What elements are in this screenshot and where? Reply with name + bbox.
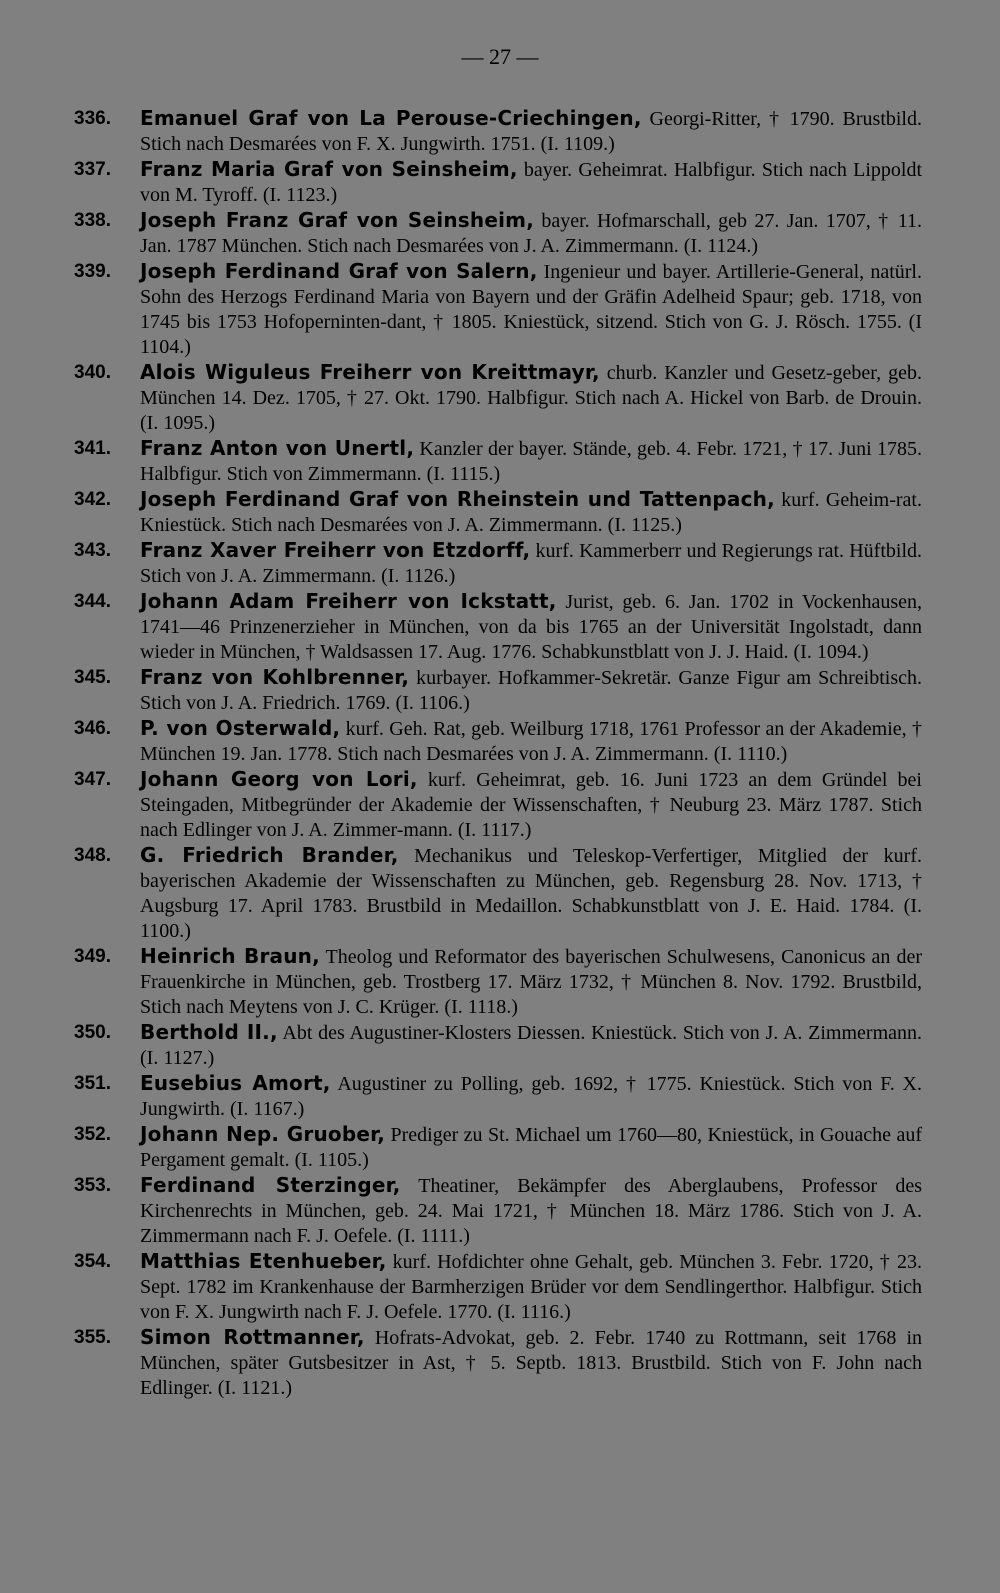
entry-text (140, 208, 922, 259)
entry-description: kurf. Hofdichter ohne Gehalt, geb. München 3. Febr. 1720, † 23. Sept. 1782 im Krankenhause der Barmherzigen Brüder vor dem Sendlingerthor. Halbfigur. Stich von F. X. Jungwirth nach F. J. Oefele. 1770. (I. 1116.) (140, 1251, 922, 1323)
catalog-entry (74, 1173, 922, 1249)
entry-number: 342. (74, 489, 111, 510)
entry-name: Johann Adam Freiherr von Ickstatt, (140, 589, 557, 613)
catalog-entry (74, 360, 922, 436)
entry-text (140, 157, 922, 208)
catalog-entry (74, 436, 922, 487)
entry-description: bayer. Geheimrat. Halbfigur. Stich nach Lippoldt von M. Tyroff. (I. 1123.) (140, 159, 922, 206)
entry-name: Franz Xaver Freiherr von Etzdorff, (140, 538, 531, 562)
entry-number: 336. (74, 108, 111, 129)
catalog-entry (74, 208, 922, 259)
entry-description: Prediger zu St. Michael um 1760—80, Kniestück, in Gouache auf Pergament gemalt. (I. 1105.) (140, 1124, 923, 1171)
entry-number: 353. (74, 1175, 111, 1196)
entry-name: Alois Wiguleus Freiherr von Kreittmayr, (140, 360, 600, 384)
entry-description: kurf. Geh. Rat, geb. Weilburg 1718, 1761 Professor an der Akademie, † München 19. Jan. 1778. Stich nach Desmarées von J. A. Zimmermann. (I. 1110.) (140, 718, 922, 765)
entry-name: Franz Maria Graf von Seinsheim, (140, 157, 518, 181)
catalog-entry (74, 487, 922, 538)
catalog-entry (74, 259, 922, 360)
entry-name: Eusebius Amort, (140, 1071, 331, 1095)
catalog-entry (74, 1122, 922, 1173)
entry-number: 339. (74, 261, 111, 282)
catalog-entry (74, 157, 922, 208)
entry-text (140, 716, 922, 767)
entry-name: P. von Osterwald, (140, 716, 341, 740)
entry-text (140, 1122, 922, 1173)
entry-text (140, 106, 922, 157)
entry-text (140, 538, 922, 589)
entry-name: Emanuel Graf von La Perouse-Criechingen, (140, 106, 642, 130)
entry-number: 343. (74, 540, 111, 561)
entry-description: bayer. Hofmarschall, geb 27. Jan. 1707, † 11. Jan. 1787 München. Stich nach Desmarées von J. A. Zimmermann. (I. 1124.) (140, 210, 923, 257)
entry-name: Johann Nep. Gruober, (140, 1122, 386, 1146)
catalog-entry (74, 843, 922, 944)
entry-description: kurf. Geheim-rat. Kniestück. Stich nach Desmarées von J. A. Zimmermann. (I. 1125.) (140, 489, 922, 536)
catalog-entry (74, 1249, 922, 1325)
entry-name: Johann Georg von Lori, (140, 767, 418, 791)
catalog-entry (74, 1071, 922, 1122)
entry-description: kurf. Kammerberr und Regierungs rat. Hüftbild. Stich von J. A. Zimmermann. (I. 1126.) (140, 540, 922, 587)
entry-number: 341. (74, 438, 111, 459)
entry-name: Joseph Ferdinand Graf von Rheinstein und Tattenpach, (140, 487, 775, 511)
entry-description: Augustiner zu Polling, geb. 1692, † 1775. Kniestück. Stich von F. X. Jungwirth. (I. 1167.) (140, 1073, 922, 1120)
entry-text (140, 436, 922, 487)
entry-text (140, 767, 922, 843)
entry-description: Hofrats-Advokat, geb. 2. Febr. 1740 zu Rottmann, seit 1768 in München, später Gutsbesitzer in Ast, † 5. Septb. 1813. Brustbild. Stich von F. John nach Edlinger. (I. 1121.) (140, 1327, 923, 1399)
entry-text (140, 944, 922, 1020)
entry-text (140, 1020, 922, 1071)
entry-number: 338. (74, 210, 111, 231)
catalog-entry (74, 1020, 922, 1071)
entry-description: Abt des Augustiner-Klosters Diessen. Kniestück. Stich von J. A. Zimmermann. (I. 1127.) (140, 1022, 922, 1069)
entry-name: Joseph Franz Graf von Seinsheim, (140, 208, 534, 232)
entry-text (140, 1071, 922, 1122)
entry-name: Ferdinand Sterzinger, (140, 1173, 401, 1197)
catalog-entry (74, 944, 922, 1020)
entry-name: G. Friedrich Brander, (140, 843, 399, 867)
entry-description: churb. Kanzler und Gesetz-geber, geb. München 14. Dez. 1705, † 27. Okt. 1790. Halbfigur. Stich nach A. Hickel von Barb. de Drouin. (I. 1095.) (140, 362, 922, 434)
entry-number: 345. (74, 667, 111, 688)
entry-number: 351. (74, 1073, 111, 1094)
entry-text (140, 259, 922, 360)
entry-text (140, 589, 922, 665)
entry-number: 352. (74, 1124, 111, 1145)
entry-number: 348. (74, 845, 111, 866)
entry-name: Berthold II., (140, 1020, 278, 1044)
entry-text (140, 360, 922, 436)
entry-name: Matthias Etenhueber, (140, 1249, 387, 1273)
catalog-entry (74, 665, 922, 716)
entry-text (140, 665, 922, 716)
entry-text (140, 843, 922, 944)
entry-name: Joseph Ferdinand Graf von Salern, (140, 259, 538, 283)
entry-number: 355. (74, 1327, 111, 1348)
entry-description: kurf. Geheimrat, geb. 16. Juni 1723 an dem Gründel bei Steingaden, Mitbegründer der Akademie der Wissenschaften, † Neuburg 23. März 1787. Stich nach Edlinger von J. A. Zimmer-mann. (I. 1117.) (140, 769, 922, 841)
entry-number: 337. (74, 159, 111, 180)
entry-number: 344. (74, 591, 111, 612)
entry-name: Franz Anton von Unertl, (140, 436, 415, 460)
entry-description: Jurist, geb. 6. Jan. 1702 in Vockenhausen, 1741—46 Prinzenerzieher in München, von da bis 1765 an der Universität Ingolstadt, dann wieder in München, † Waldsassen 17. Aug. 1776. Schabkunstblatt von J. J. Haid. (I. 1094.) (140, 591, 922, 663)
entry-description: Mechanikus und Teleskop-Verfertiger, Mitglied der kurf. bayerischen Akademie der Wissenschaften zu München, geb. Regensburg 28. Nov. 1713, † Augsburg 17. April 1783. Brustbild in Medaillon. Schabkunstblatt von J. E. Haid. 1784. (I. 1100.) (140, 845, 922, 942)
entry-text (140, 1249, 922, 1325)
entry-name: Franz von Kohlbrenner, (140, 665, 410, 689)
entry-description: Theolog und Reformator des bayerischen Schulwesens, Canonicus an der Frauenkirche in München, geb. Trostberg 17. März 1732, † München 8. Nov. 1792. Brustbild, Stich nach Meytens von J. C. Krüger. (I. 1118.) (140, 946, 922, 1018)
catalog-entry (74, 538, 922, 589)
entry-number: 350. (74, 1022, 111, 1043)
entry-number: 349. (74, 946, 111, 967)
entry-description: Theatiner, Bekämpfer des Aberglaubens, Professor des Kirchenrechts in München, geb. 24. Mai 1721, † München 18. März 1786. Stich von J. A. Zimmermann nach F. J. Oefele. (I. 1111.) (140, 1175, 922, 1247)
catalog-entry (74, 106, 922, 157)
catalog-entry (74, 716, 922, 767)
entry-description: Kanzler der bayer. Stände, geb. 4. Febr. 1721, † 17. Juni 1785. Halbfigur. Stich von Zimmermann. (I. 1115.) (140, 438, 922, 485)
entry-text (140, 487, 922, 538)
entry-number: 347. (74, 769, 111, 790)
page-number: — 27 — (461, 44, 539, 69)
entry-number: 346. (74, 718, 111, 739)
catalog-entry (74, 589, 922, 665)
catalog-entry (74, 767, 922, 843)
entry-text (140, 1173, 922, 1249)
entry-text (140, 1325, 922, 1401)
entry-description: Ingenieur und bayer. Artillerie-General, natürl. Sohn des Herzogs Ferdinand Maria von Bayern und der Gräfin Adelheid Spaur; geb. 1718, von 1745 bis 1753 Hofoperninten-dant, † 1805. Kniestück, sitzend. Stich von G. J. Rösch. 1755. (I 1104.) (140, 261, 922, 358)
entry-description: Georgi-Ritter, † 1790. Brustbild. Stich nach Desmarées von F. X. Jungwirth. 1751. (I. 1109.) (140, 108, 922, 155)
entry-number: 340. (74, 362, 111, 383)
entry-number: 354. (74, 1251, 111, 1272)
entry-name: Heinrich Braun, (140, 944, 320, 968)
entry-list (74, 106, 922, 1401)
catalog-entry (74, 1325, 922, 1401)
entry-name: Simon Rottmanner, (140, 1325, 365, 1349)
entry-description: kurbayer. Hofkammer-Sekretär. Ganze Figur am Schreibtisch. Stich von J. A. Friedrich. 1769. (I. 1106.) (140, 667, 923, 714)
